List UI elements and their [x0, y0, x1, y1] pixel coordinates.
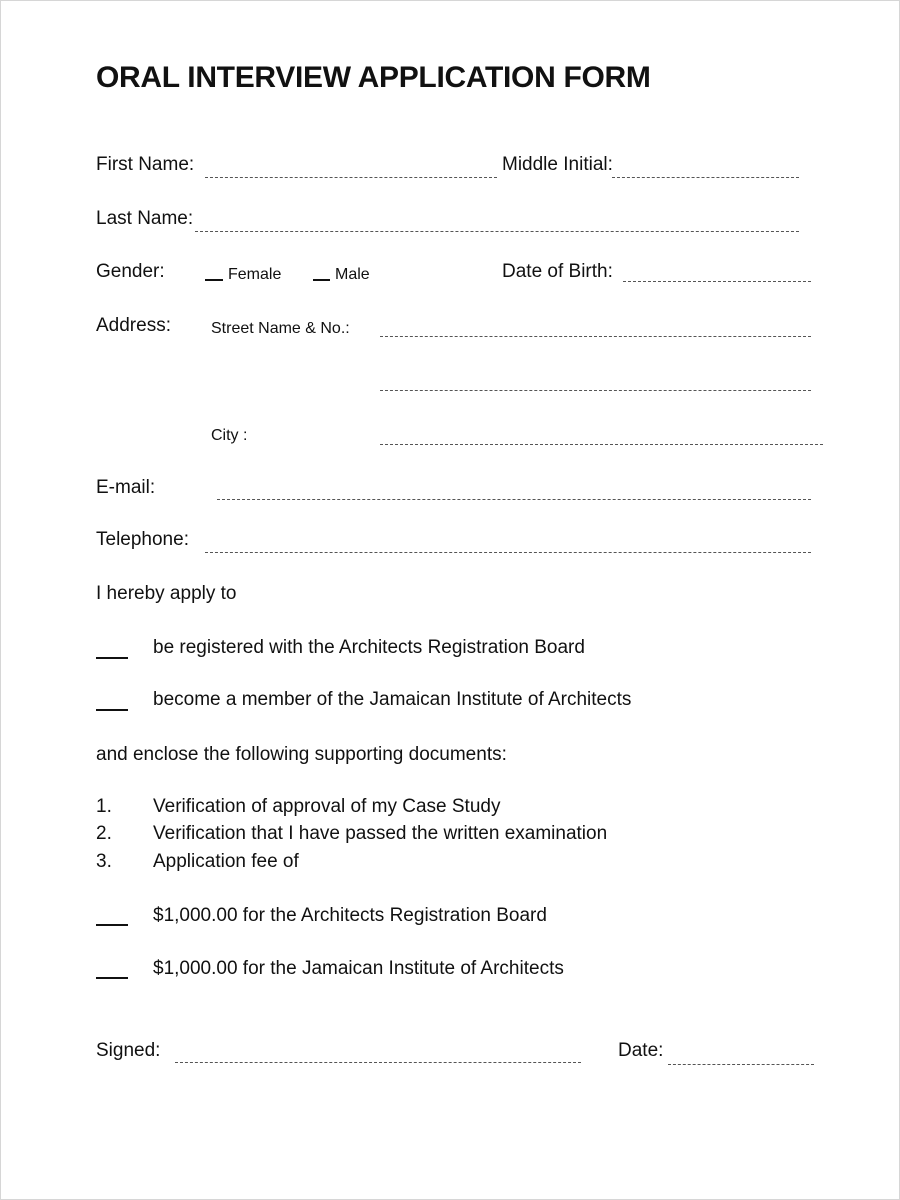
document-item: Verification of approval of my Case Study [153, 796, 501, 817]
page-title: ORAL INTERVIEW APPLICATION FORM [96, 61, 651, 94]
apply-option-label: become a member of the Jamaican Institute of Architects [153, 689, 632, 710]
apply-intro: I hereby apply to [96, 583, 237, 604]
email-field[interactable] [217, 499, 811, 500]
apply-option-label: be registered with the Architects Registration Board [153, 637, 585, 658]
street-label: Street Name & No.: [211, 320, 350, 337]
telephone-label: Telephone: [96, 529, 189, 550]
female-checkbox[interactable] [205, 279, 223, 281]
signed-label: Signed: [96, 1040, 161, 1061]
fee-option-label: $1,000.00 for the Architects Registration Board [153, 905, 547, 926]
document-item: Verification that I have passed the written examination [153, 823, 608, 844]
middle-initial-field[interactable] [612, 177, 799, 178]
male-checkbox[interactable] [313, 279, 330, 281]
gender-label: Gender: [96, 261, 165, 282]
address-label: Address: [96, 315, 171, 336]
apply-option-checkbox[interactable] [96, 657, 128, 659]
document-number: 2. [96, 823, 112, 844]
apply-option-checkbox[interactable] [96, 709, 128, 711]
document-item: Application fee of [153, 851, 299, 872]
email-label: E-mail: [96, 477, 156, 498]
male-option-label: Male [335, 266, 370, 283]
fee-option-checkbox[interactable] [96, 977, 128, 979]
city-field[interactable] [380, 444, 823, 445]
street-field-line-2[interactable] [380, 390, 811, 391]
fee-option-checkbox[interactable] [96, 924, 128, 926]
document-number: 3. [96, 851, 112, 872]
city-label: City : [211, 427, 248, 444]
female-option-label: Female [228, 266, 282, 283]
date-label: Date: [618, 1040, 664, 1061]
first-name-field[interactable] [205, 177, 497, 178]
fee-option-label: $1,000.00 for the Jamaican Institute of Architects [153, 958, 564, 979]
enclose-intro: and enclose the following supporting documents: [96, 744, 507, 765]
last-name-label: Last Name: [96, 208, 194, 229]
date-of-birth-label: Date of Birth: [502, 261, 613, 282]
telephone-field[interactable] [205, 552, 811, 553]
date-of-birth-field[interactable] [623, 281, 811, 282]
last-name-field[interactable] [195, 231, 799, 232]
street-field-line-1[interactable] [380, 336, 811, 337]
date-field[interactable] [668, 1064, 814, 1065]
signature-field[interactable] [175, 1062, 581, 1063]
middle-initial-label: Middle Initial: [502, 154, 613, 175]
document-number: 1. [96, 796, 112, 817]
first-name-label: First Name: [96, 154, 195, 175]
